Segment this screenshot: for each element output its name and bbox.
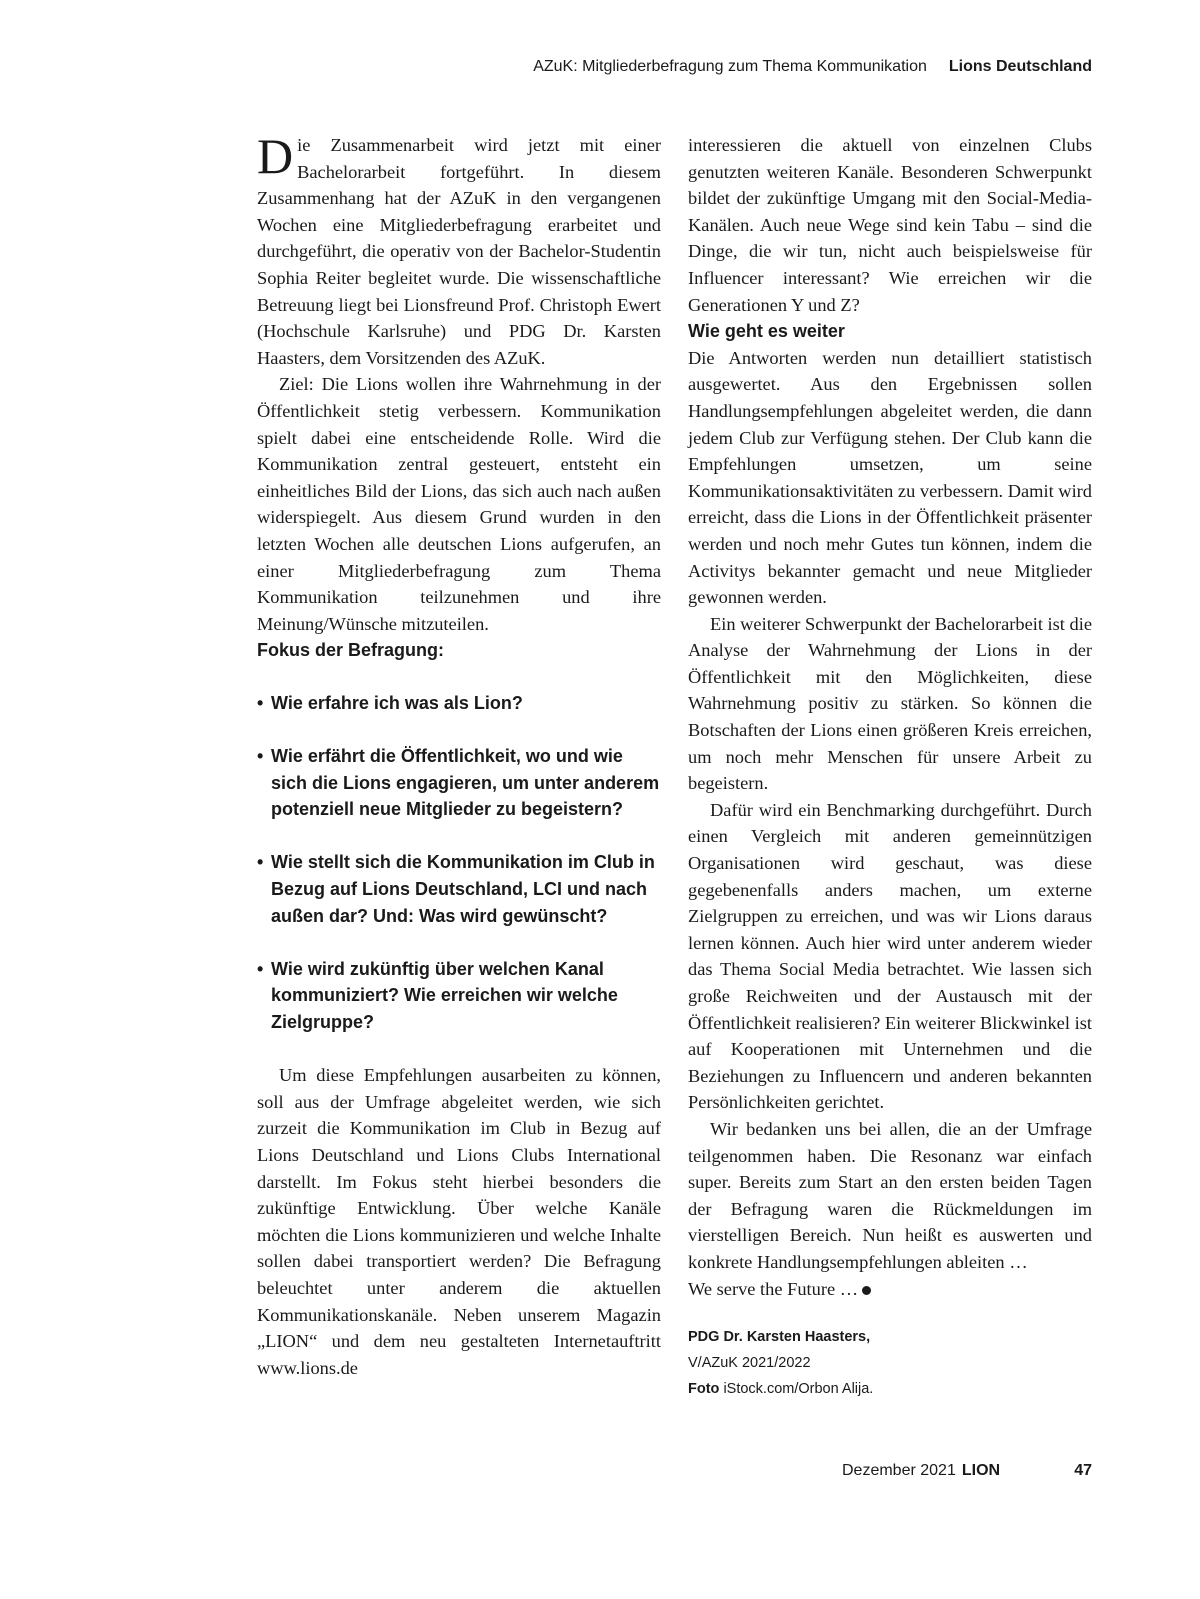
intro-text: ie Zusammenarbeit wird jetzt mit einer Bachelorarbeit fortgeführt. In diesem Zusammenhang hat der AZuK in den vergangenen Wochen eine Mitgliederbefragung erarbeitet und durchgeführt, die operativ von der Bachelor-Studentin Sophia Reiter begleitet wurde. Die wissenschaftliche Betreuung liegt bei Lionsfreund Prof. Christoph Ewert (Hochschule Karlsruhe) und PDG Dr. Karsten Haasters, dem Vorsitzenden des AZuK. xyxy=(257,135,661,368)
left-column xyxy=(257,128,661,1381)
focus-item-text: Wie erfahre ich was als Lion? xyxy=(271,692,523,713)
intro-paragraph xyxy=(257,128,661,371)
photo-label: Foto xyxy=(688,1381,720,1398)
photo-source: iStock.com/Orbon Alija. xyxy=(723,1381,874,1398)
magazine-name: LION xyxy=(961,1462,1001,1479)
focus-item xyxy=(257,956,661,1036)
focus-item-text: Wie wird zukünftig über welchen Kanal kommuniziert? Wie erreichen wir welche Zielgruppe? xyxy=(271,958,618,1032)
focus-heading: Fokus der Befragung: xyxy=(257,640,445,661)
bullet-symbol: • xyxy=(257,746,264,767)
footer-issue xyxy=(842,1462,1000,1480)
bullet-symbol: • xyxy=(257,852,264,873)
focus-item-text: Wie stellt sich die Kommunikation im Club in Bezug auf Lions Deutschland, LCI und nach außen dar? Und: Was wird gewünscht? xyxy=(271,852,655,926)
focus-item xyxy=(257,849,661,929)
credits xyxy=(688,1324,1092,1402)
end-mark-icon xyxy=(862,1286,871,1295)
continued-paragraph: interessieren die aktuell von einzelnen Clubs genutzten weiteren Kanäle. Besonderen Schwerpunkt bildet der zukünftige Umgang mit den Social-Media-Kanälen. Auch neue Wege sind kein Tabu – sind die Dinge, die wir tun, nicht auch beispielsweise für Influencer interessant? Wie erreichen wir die Generationen Y und Z? xyxy=(688,135,1092,315)
header-brand: Lions Deutschland xyxy=(948,58,1092,75)
recommendations-paragraph: Um diese Empfehlungen ausarbeiten zu können, soll aus der Umfrage abgeleitet werden, wie sich zurzeit die Kommunikation im Club in Bezug auf Lions Deutschland und Lions Clubs International darstellt. Im Fokus steht hierbei besonders die zukünftige Entwicklung. Über welche Kanäle möchten die Lions kommunizieren und welche Inhalte sollen dabei transportiert werden? Die Befragung beleuchtet unter anderem die aktuellen Kommunikationskanäle. Neben unserem Magazin „LION“ und dem neu gestalteten Internetauftritt www.lions.de xyxy=(257,1065,661,1378)
author-name: PDG Dr. Karsten Haasters, xyxy=(688,1329,871,1346)
bullet-symbol: • xyxy=(257,692,264,713)
bullet-symbol: • xyxy=(257,958,264,979)
focus-item-text: Wie erfährt die Öffentlichkeit, wo und wie sich die Lions engagieren, um unter anderem potenziell neue Mitglieder zu begeistern? xyxy=(271,746,660,820)
thanks-paragraph: Wir bedanken uns bei allen, die an der Umfrage teilgenommen haben. Die Resonanz war einfach super. Bereits zum Start an den ersten beiden Tagen der Befragung waren die Rückmeldungen im vierstelligen Bereich. Nun heißt es auswerten und konkrete Handlungsempfehlungen ableiten … xyxy=(688,1118,1092,1272)
photo-credit xyxy=(688,1376,1092,1402)
header-title: AZuK: Mitgliederbefragung zum Thema Kommunikation xyxy=(533,58,927,75)
closing-text: We serve the Future … xyxy=(688,1278,859,1299)
right-column xyxy=(688,132,1092,1402)
closing-line xyxy=(688,1276,1092,1303)
running-header xyxy=(533,58,1092,76)
focus-item xyxy=(257,690,661,717)
goal-paragraph: Ziel: Die Lions wollen ihre Wahrnehmung in der Öffentlichkeit stetig verbessern. Kommunikation spielt dabei eine entscheidende Rolle. Wird die Kommunikation zentral gesteuert, entsteht ein einheitliches Bild der Lions, das sich auch nach außen widerspiegelt. Aus diesem Grund wurden in den letzten Wochen alle deutschen Lions aufgerufen, an einer Mitgliederbefragung zum Thema Kommunikation teilzunehmen und ihre Meinung/Wünsche mitzuteilen. xyxy=(257,374,661,634)
drop-cap: D xyxy=(257,128,294,184)
results-paragraph: Die Antworten werden nun detailliert statistisch ausgewertet. Aus den Ergebnissen sollen Handlungsempfehlungen abgeleitet werden, die dann jedem Club zur Verfügung stehen. Der Club kann die Empfehlungen umsetzen, um seine Kommunikationsaktivitäten zu verbessern. Damit wird erreicht, dass die Lions in der Öffentlichkeit präsenter werden und noch mehr Gutes tun können, indem die Activitys bekannter gemacht und neue Mitglieder gewonnen werden. xyxy=(688,347,1092,608)
page-number: 47 xyxy=(1074,1462,1092,1479)
issue-date: Dezember 2021 xyxy=(842,1462,956,1479)
analysis-paragraph: Ein weiterer Schwerpunkt der Bachelorarbeit ist die Analyse der Wahrnehmung der Lions in der Öffentlichkeit mit den Möglichkeiten, diese Wahrnehmung positiv zu stärken. So können die Botschaften der Lions einen größeren Kreis erreichen, um noch mehr Menschen für unsere Arbeit zu begeistern. xyxy=(688,613,1092,794)
focus-list xyxy=(257,690,661,1036)
author-role: V/AZuK 2021/2022 xyxy=(688,1355,811,1372)
section-heading: Wie geht es weiter xyxy=(688,321,845,342)
benchmarking-paragraph: Dafür wird ein Benchmarking durchgeführt. Durch einen Vergleich mit anderen gemeinnützigen Organisationen wird geschaut, was diese gegebenenfalls anders machen, um externe Zielgruppen zu erreichen, und was wir Lions daraus lernen können. Auch hier wird unter anderem wieder das Thema Social Media betrachtet. Wie lassen sich große Reichweiten und der Austausch mit der Öffentlichkeit realisieren? Ein weiterer Blickwinkel ist auf Kooperationen mit Unternehmen und die Beziehungen zu Influencern und anderen bekannten Persönlichkeiten gerichtet. xyxy=(688,799,1092,1113)
focus-item xyxy=(257,743,661,823)
